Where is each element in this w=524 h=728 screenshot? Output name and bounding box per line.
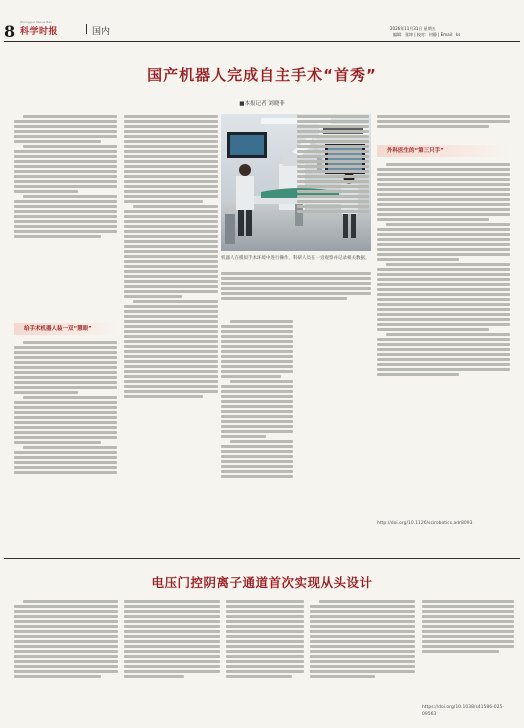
section-name: 国内 [92, 27, 111, 37]
article-doi: http://doi.org/10.1126/scirobotics.adr8093 [377, 521, 473, 526]
second-article-headline: 电压门控阴离子通道首次实现从头设计 [151, 575, 373, 590]
masthead-divider [86, 24, 87, 34]
section-subhead-2: 外科医生的“第三只手” [377, 145, 510, 157]
text-column-b1 [14, 598, 118, 724]
text-column-b4 [310, 598, 415, 724]
text-column-5a [377, 113, 510, 141]
second-article-doi: https://doi.org/10.1038/s41586-025-09563 [422, 705, 504, 717]
text-column-3c [221, 318, 293, 553]
text-column-1b [14, 339, 117, 553]
text-column-b3 [226, 598, 304, 724]
article-headline: 国产机器人完成自主手术“首秀” [147, 66, 377, 84]
masthead-rule [4, 41, 520, 42]
text-column-4 [297, 113, 369, 553]
page-number: 8 [4, 22, 16, 41]
photo-caption: 机器人在模拟手术环境中进行操作，科研人员在一旁观察并记录相关数据。 [221, 256, 370, 261]
date-info: 2026年11月31日 星期五 [390, 26, 436, 31]
article-byline: ■本报记者 刘晓菲 [239, 101, 285, 107]
article-divider [4, 558, 520, 559]
text-column-b2 [124, 598, 220, 724]
editor-info: 编辑：张坤 | 校对：何静 | Email：ks [393, 32, 461, 37]
paper-name: 科学时报 [20, 27, 59, 37]
text-column-5b [377, 161, 510, 506]
section-subhead: 给手术机器人装一双“慧眼” [14, 323, 117, 335]
paper-pinyin: Zhongguo Kexue Bao [20, 20, 53, 24]
text-column-2 [124, 113, 218, 553]
text-column-b5 [422, 598, 514, 690]
text-column-1a [14, 113, 117, 323]
